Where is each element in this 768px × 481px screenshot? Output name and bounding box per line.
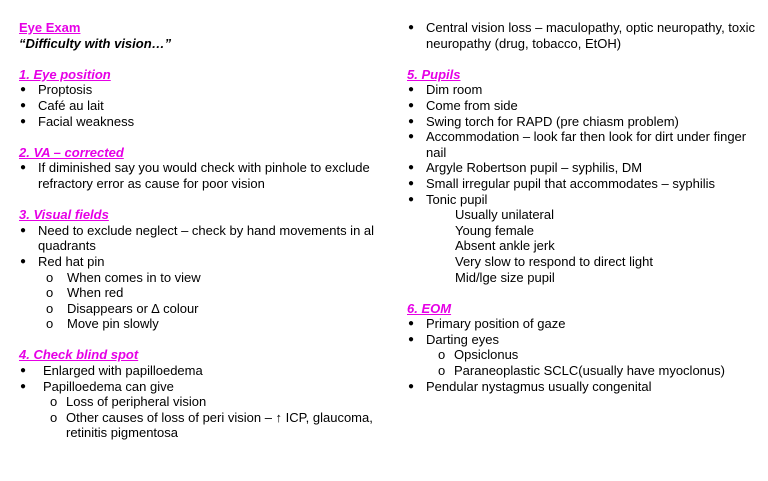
list-item: ● Central vision loss – maculopathy, optic neuropathy, toxic neuropathy (drug, tobacco, EtOH) — [408, 20, 756, 51]
sub-list-item: o Disappears or ∆ colour — [46, 300, 199, 316]
list-item: ● Papilloedema can give — [20, 378, 174, 394]
tonic-note: Absent ankle jerk — [455, 238, 555, 254]
list-item: ● Primary position of gaze — [408, 316, 566, 332]
sub-list-item: o Other causes of loss of peri vision – ↑ ICP, glaucoma, retinitis pigmentosa — [50, 409, 373, 441]
circle-bullet-icon: o — [438, 363, 446, 379]
bullet-icon: ● — [408, 333, 415, 345]
list-item: ● Café au lait — [20, 97, 104, 113]
bullet-icon: ● — [20, 380, 27, 392]
bullet-icon: ● — [408, 318, 415, 330]
sub-list-item: o Paraneoplastic SCLC(usually have myoclonus) — [438, 363, 725, 379]
circle-bullet-icon: o — [50, 394, 58, 410]
bullet-icon: ● — [20, 365, 27, 377]
sub-list-item: o Opsiclonus — [438, 347, 519, 363]
right-column — [407, 20, 757, 394]
sub-list-item: o When red — [46, 285, 124, 301]
bullet-icon: ● — [408, 162, 415, 174]
list-item: ● If diminished say you would check with pinhole to exclude refractory error as cause for poor vision — [20, 160, 370, 191]
bullet-icon: ● — [408, 22, 415, 33]
list-item: ● Tonic pupil — [408, 191, 488, 207]
heading-blind-spot: 4. Check blind spot — [19, 347, 139, 363]
list-item: ● Enlarged with papilloedema — [20, 363, 203, 379]
circle-bullet-icon: o — [46, 269, 54, 285]
tonic-note: Mid/lge size pupil — [455, 269, 555, 285]
list-item: ● Facial weakness — [20, 113, 135, 129]
bullet-icon: ● — [20, 255, 27, 267]
sub-list-item: o Loss of peripheral vision — [50, 394, 207, 410]
bullet-icon: ● — [408, 380, 415, 392]
heading-eye-position: 1. Eye position — [19, 66, 111, 82]
list-item: ● Come from side — [408, 97, 518, 113]
document-title: Eye Exam — [19, 20, 81, 35]
circle-bullet-icon: o — [46, 300, 54, 316]
list-item: ● Pendular nystagmus usually congenital — [408, 378, 652, 394]
bullet-icon: ● — [20, 84, 27, 96]
list-item: ● Dim room — [408, 82, 483, 98]
bullet-icon: ● — [20, 162, 27, 174]
circle-bullet-icon: o — [46, 285, 54, 301]
sub-list-item: o Move pin slowly — [46, 316, 159, 332]
list-item: ● Need to exclude neglect – check by hand movements in al quadrants — [20, 222, 375, 254]
bullet-icon: ● — [20, 115, 27, 127]
list-item: ● Small irregular pupil that accommodates – syphilis — [408, 175, 716, 191]
circle-bullet-icon: o — [50, 409, 58, 425]
tonic-note: Usually unilateral — [455, 207, 554, 223]
circle-bullet-icon: o — [438, 347, 446, 363]
document-subtitle: “Difficulty with vision…” — [19, 35, 172, 51]
list-item: ● Darting eyes — [408, 331, 499, 347]
bullet-icon: ● — [408, 177, 415, 189]
sub-list-item: o When comes in to view — [46, 269, 201, 285]
bullet-icon: ● — [408, 115, 415, 127]
circle-bullet-icon: o — [46, 316, 54, 332]
bullet-icon: ● — [408, 99, 415, 111]
list-item: ● Swing torch for RAPD (pre chiasm problem) — [408, 113, 679, 129]
list-item: ● Argyle Robertson pupil – syphilis, DM — [408, 160, 643, 176]
bullet-icon: ● — [408, 84, 415, 96]
heading-eom: 6. EOM — [407, 300, 452, 316]
tonic-note: Very slow to respond to direct light — [455, 253, 653, 269]
bullet-icon: ● — [408, 193, 415, 205]
left-column — [19, 20, 384, 441]
heading-va: 2. VA – corrected — [19, 144, 124, 160]
heading-pupils: 5. Pupils — [407, 66, 461, 82]
bullet-icon: ● — [20, 224, 27, 236]
bullet-icon: ● — [20, 99, 27, 111]
heading-visual-fields: 3. Visual fields — [19, 207, 109, 223]
list-item: ● Red hat pin — [20, 253, 105, 269]
bullet-icon: ● — [408, 131, 415, 143]
list-item: ● Accommodation – look far then look for dirt under finger nail — [408, 129, 747, 160]
list-item: ● Proptosis — [20, 82, 93, 98]
tonic-note: Young female — [455, 222, 535, 238]
